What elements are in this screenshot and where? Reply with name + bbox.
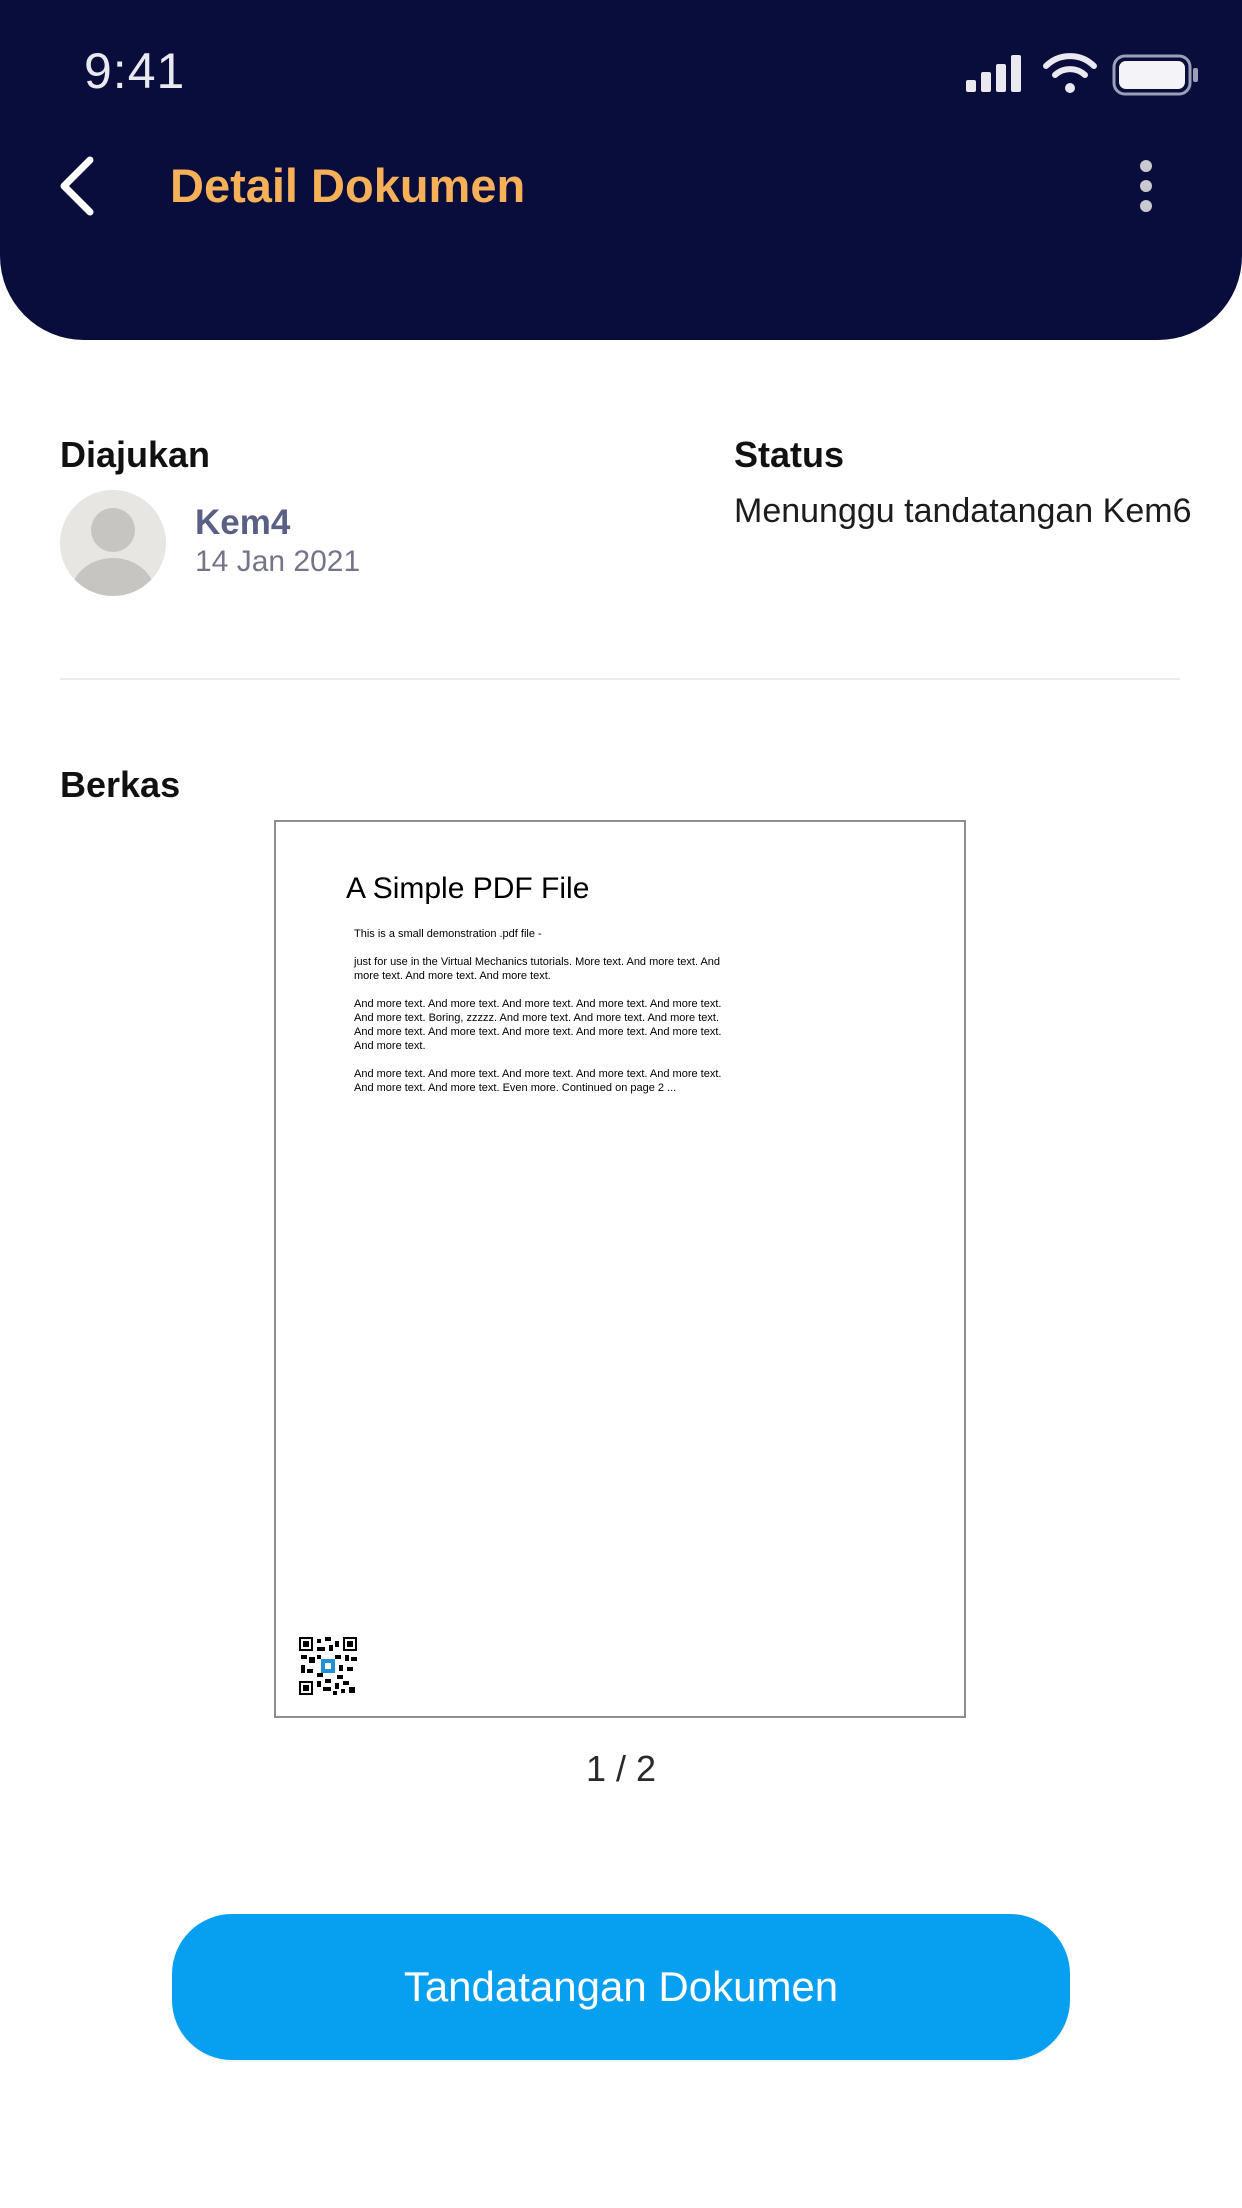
submitted-label: Diajukan <box>60 434 211 475</box>
status-time: 9:41 <box>84 43 186 99</box>
pdf-paragraph: And more text. And more text. And more text. And more text. And more text. And more text. And more text. Even more. Continued on page 2 ... <box>354 1068 722 1094</box>
qr-code-icon <box>299 1637 357 1695</box>
more-options-button[interactable] <box>1126 158 1166 216</box>
status-label: Status <box>734 434 845 475</box>
back-button[interactable] <box>52 150 112 222</box>
pdf-body <box>354 927 734 1109</box>
app-header <box>0 0 1242 340</box>
more-vertical-icon <box>1126 158 1166 216</box>
page-indicator: 1 / 2 <box>585 1748 657 1789</box>
pdf-preview[interactable] <box>274 820 966 1718</box>
sign-document-button[interactable]: Tandatangan Dokumen <box>172 1914 1070 2060</box>
back-arrow-icon <box>52 150 112 222</box>
pdf-paragraph: And more text. And more text. And more text. And more text. And more text. And more text. Boring, zzzzz. And more text. And more text. And more text. And more text. And more text. And more text. And more text. And more text. And more text. <box>354 998 722 1052</box>
divider <box>60 678 1180 680</box>
file-section-label: Berkas <box>60 764 181 805</box>
avatar-placeholder-icon <box>60 490 166 596</box>
battery-icon <box>1112 54 1200 96</box>
pdf-paragraph: just for use in the Virtual Mechanics tutorials. More text. And more text. And more text. And more text. And more text. <box>354 956 721 982</box>
wifi-icon <box>1042 50 1098 94</box>
avatar <box>60 490 166 596</box>
status-bar <box>0 0 1242 140</box>
pdf-paragraph: This is a small demonstration .pdf file - <box>354 928 542 940</box>
submitted-date: 14 Jan 2021 <box>195 545 361 578</box>
submitter-name: Kem4 <box>195 503 291 542</box>
signal-icon <box>964 52 1026 92</box>
status-value: Menunggu tandatangan Kem6 <box>734 492 1192 530</box>
pdf-title: A Simple PDF File <box>346 872 590 905</box>
page-title: Detail Dokumen <box>170 159 526 212</box>
